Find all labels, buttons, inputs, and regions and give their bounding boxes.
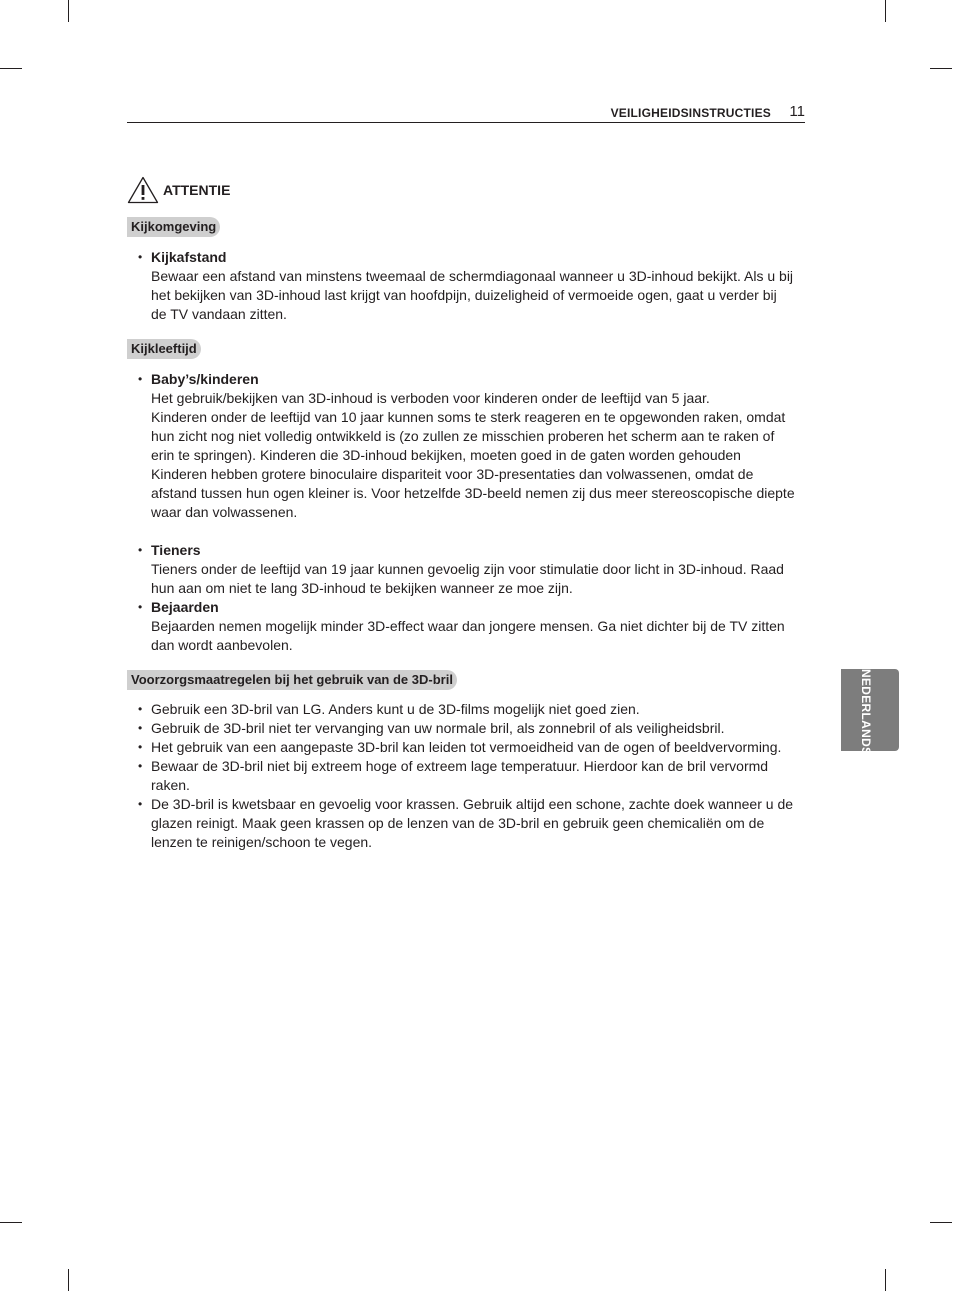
list-item-bejaarden [138,598,796,655]
list-item-kijkafstand [138,248,796,324]
list-item: • De 3D-bril is kwetsbaar en gevoelig voor krassen. Gebruik altijd een schone, zachte doek wanneer u de glazen reinigt. Maak geen krassen op de lenzen van de 3D-bril en gebruik geen chemicaliën om de lenzen te reinigen/schoon te vegen. [151,795,796,852]
crop-mark [68,1269,69,1291]
bullet: • [138,543,143,557]
bullet: • [138,600,143,614]
item-title: Tieners [151,542,201,558]
item-title: Baby’s/kinderen [151,371,259,387]
attention-label: ATTENTIE [163,182,231,198]
list-item: • Gebruik een 3D-bril van LG. Anders kunt u de 3D-films mogelijk niet goed zien. [151,700,796,719]
crop-mark [930,68,952,69]
item-title: Kijkafstand [151,249,227,265]
list-item: • Gebruik de 3D-bril niet ter vervanging van uw normale bril, als zonnebril of als veiligheidsbril. [151,719,796,738]
crop-mark [930,1222,952,1223]
list-item: • Bewaar de 3D-bril niet bij extreem hoge of extreem lage temperatuur. Hierdoor kan de bril vervormd raken. [151,757,796,795]
item-text: Bejaarden nemen mogelijk minder 3D-effect waar dan jongere mensen. Ga niet dichter bij de TV zitten dan wordt aanbevolen. [151,618,785,653]
crop-mark [885,1269,886,1291]
item-title: Bejaarden [151,599,219,615]
language-tab [841,669,899,756]
bullet: • [138,250,143,264]
item-text: Het gebruik/bekijken van 3D-inhoud is verboden voor kinderen onder de leeftijd van 5 jaar. [151,390,710,406]
attention-heading [127,176,230,204]
warning-triangle-icon [127,176,159,204]
bullet: • [138,372,143,386]
list-item-tieners [138,541,796,598]
list-item: • Het gebruik van een aangepaste 3D-bril kan leiden tot vermoeidheid van de ogen of beeldvervorming. [151,738,796,757]
page-number: 11 [789,103,805,120]
section-label-kijkleeftijd: Kijkleeftijd [127,339,201,359]
crop-mark [68,0,69,22]
section-label-kijkomgeving: Kijkomgeving [127,217,220,237]
section-label-voorzorgsmaatregelen: Voorzorgsmaatregelen bij het gebruik van de 3D-bril [127,670,457,690]
crop-mark [885,0,886,22]
running-header [127,104,805,123]
list-item-babys-kinderen [138,370,796,522]
crop-mark [0,1222,22,1223]
language-tab-label: NEDERLANDS [859,669,873,756]
precautions-list [151,700,796,852]
item-text: Tieners onder de leeftijd van 19 jaar kunnen gevoelig zijn voor stimulatie door licht in 3D-inhoud. Raad hun aan om niet te lang 3D-inhoud te bekijken wanneer ze moe zijn. [151,561,784,596]
header-title: VEILIGHEIDSINSTRUCTIES [610,106,771,120]
item-text: Kinderen hebben grotere binoculaire dispariteit voor 3D-presentaties dan volwassenen, omdat de afstand tussen hun ogen kleiner is. Voor hetzelfde 3D-beeld nemen zij dus meer stereoscopische diepte waar dan volwassenen. [151,466,795,520]
crop-mark [0,68,22,69]
item-text: Kinderen onder de leeftijd van 10 jaar kunnen soms te sterk reageren en te opgewonden raken, omdat hun zicht nog niet volledig ontwikkeld is (zo zullen ze misschien proberen het scherm aan te raken of erin te springen). Kinderen die 3D-inhoud bekijken, moeten goed in de gaten worden gehouden [151,409,786,463]
item-text: Bewaar een afstand van minstens tweemaal de schermdiagonaal wanneer u 3D-inhoud bekijkt. Als u bij het bekijken van 3D-inhoud last krijgt van hoofdpijn, duizeligheid of vermoeide ogen, gaat u verder bij de TV vandaan zitten. [151,268,794,322]
